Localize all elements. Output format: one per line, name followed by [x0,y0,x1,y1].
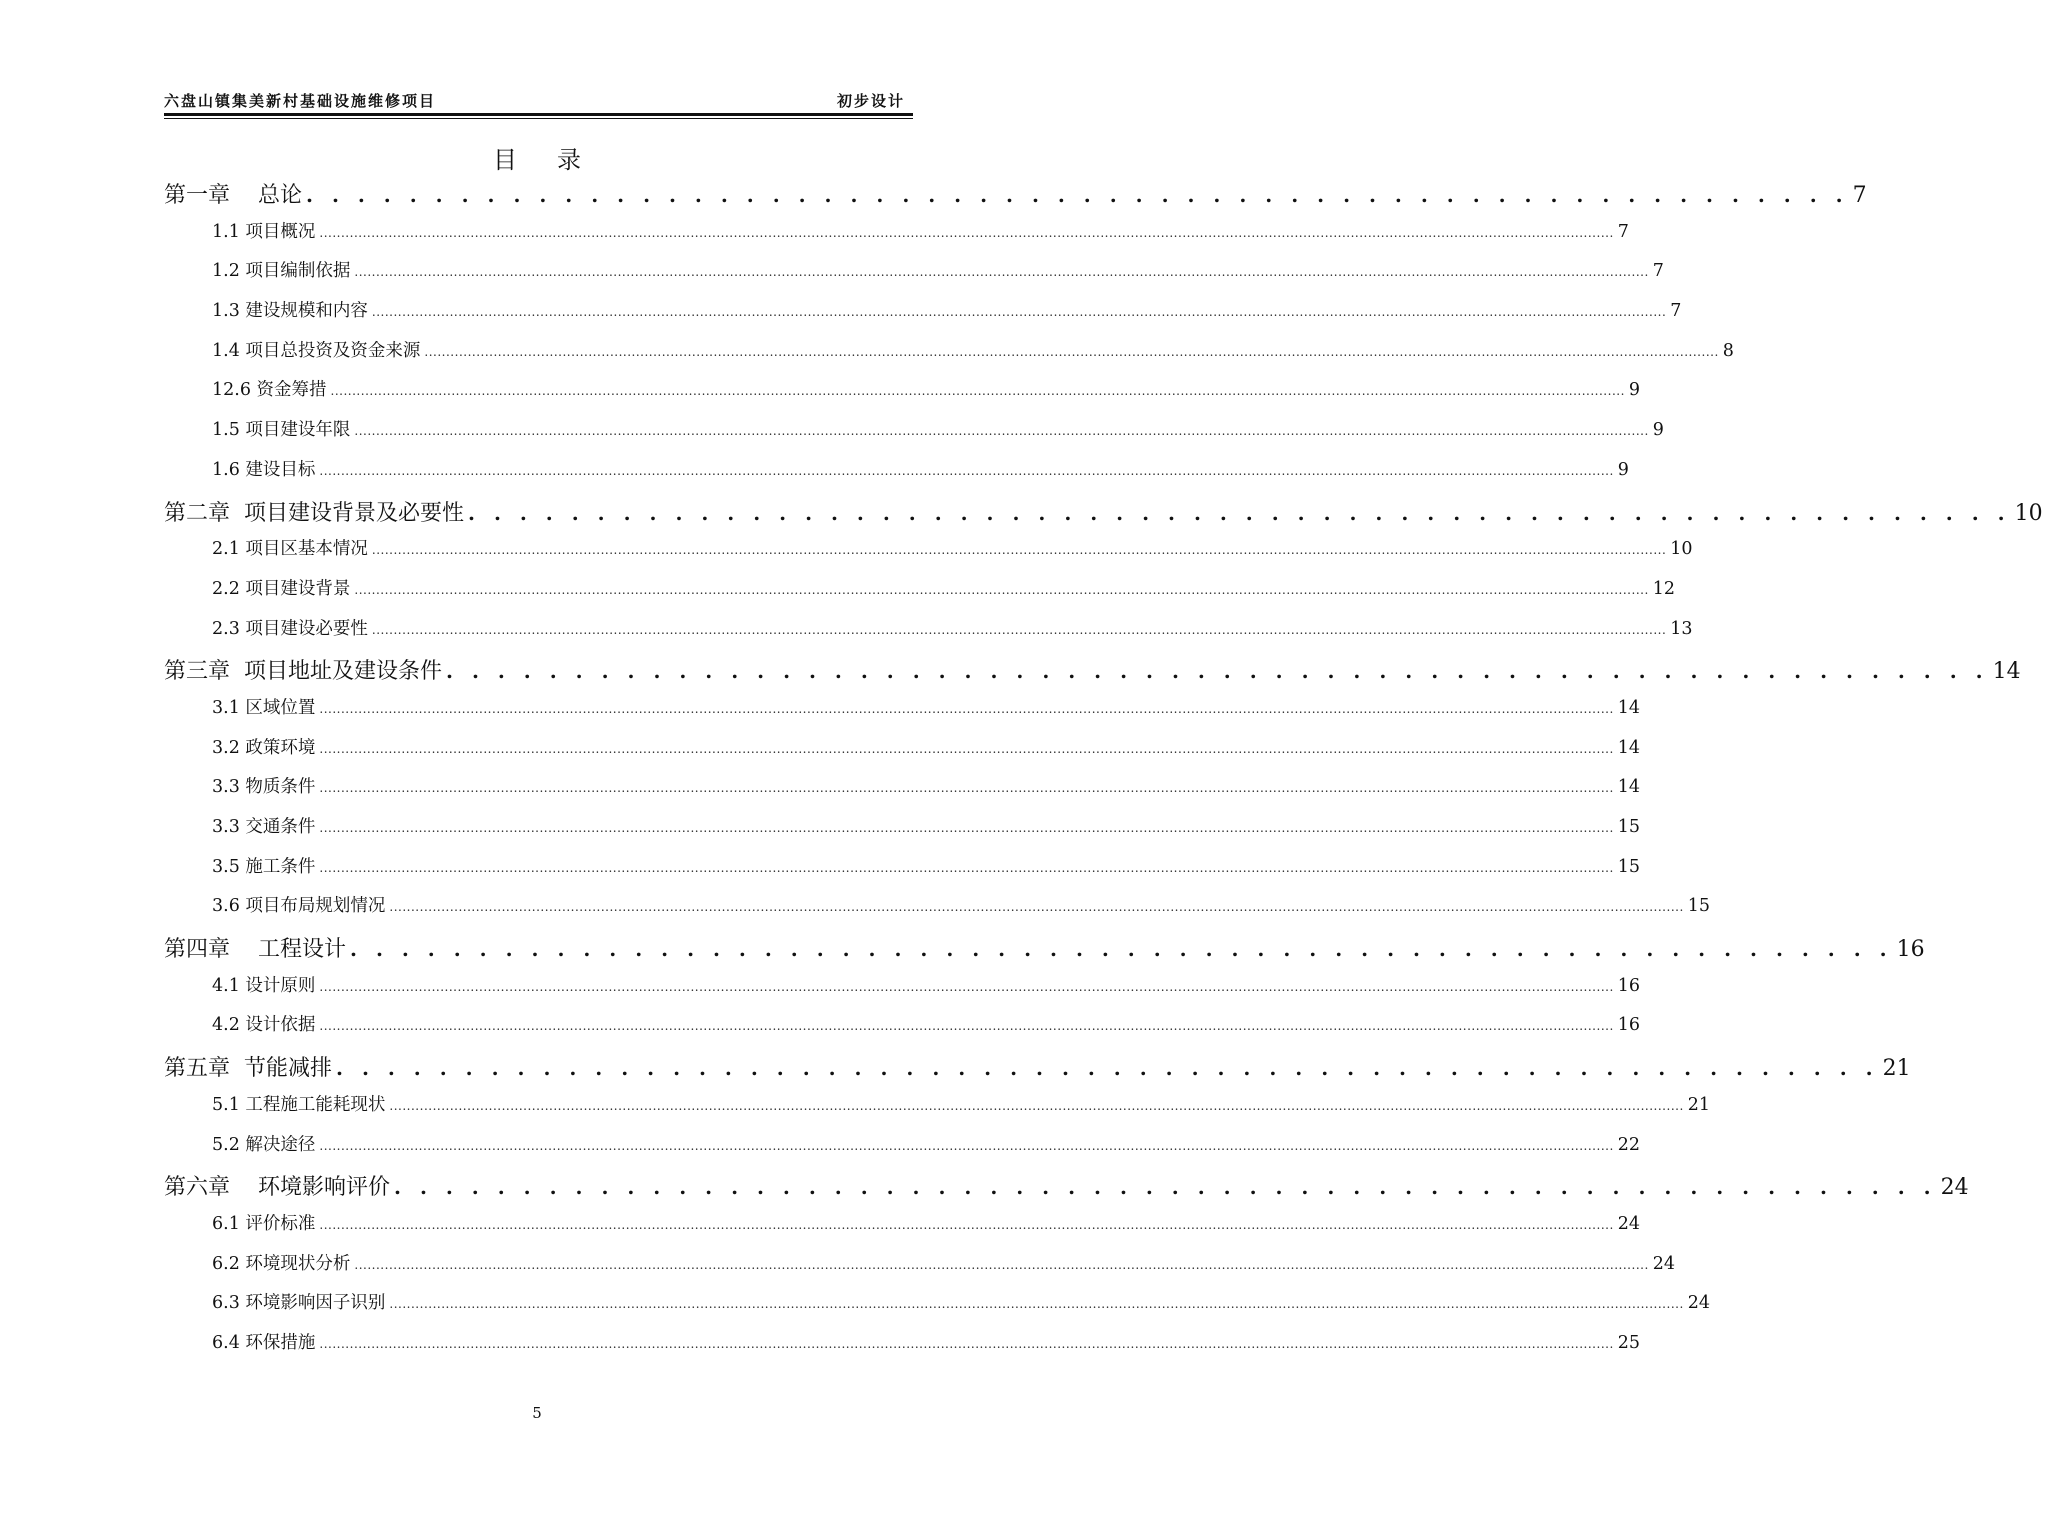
toc-entry-title: 项目编制依据 [245,261,351,282]
toc-entry-number: 1.5 [212,420,240,441]
toc-entry-number: 第六章 [164,1175,231,1201]
toc-entry-title: 解决途径 [245,1134,316,1155]
toc-chapter-entry[interactable] [164,1170,1969,1210]
toc-entry-number: 5.2 [212,1134,240,1155]
toc-entry-title: 项目概况 [245,221,316,242]
toc-section-entry[interactable] [164,892,1711,932]
toc-section-entry[interactable] [164,972,1641,1012]
toc-dot-leader: ............................................................................................................................................................................................................................................................................................................ [319,781,1614,796]
toc-entry-title: 环境影响评价 [258,1175,391,1201]
toc-dot-leader: ............................................................................................................................................................................................................................................................................................................ [319,979,1614,994]
toc-entry-page: 14 [1992,659,2021,685]
toc-dot-leader: . . . . . . . . . . . . . . . . . . . . . . . . . . . . . . . . . . . . . . . . . . . . . . . . . . . . . . . . . . . . [306,183,1849,207]
toc-entry-number: 2.3 [212,618,240,639]
toc-entry-page: 8 [1722,340,1734,361]
toc-dot-leader: ............................................................................................................................................................................................................................................................................................................ [319,741,1614,756]
toc-dot-leader: ............................................................................................................................................................................................................................................................................................................ [389,1098,1684,1113]
toc-entry-page: 16 [1617,1015,1641,1036]
toc-entry-number: 1.3 [212,301,240,322]
toc-dot-leader: . . . . . . . . . . . . . . . . . . . . . . . . . . . . . . . . . . . . . . . . . . . . . . . . . . . . . . . . . . . . [468,500,2011,525]
toc-entry-page: 24 [1652,1253,1676,1274]
toc-entry-page: 25 [1617,1332,1641,1353]
toc-entry-number: 3.1 [212,697,240,718]
toc-entry-number: 1.1 [212,221,240,242]
toc-dot-leader: . . . . . . . . . . . . . . . . . . . . . . . . . . . . . . . . . . . . . . . . . . . . . . . . . . . . . . . . . . . . [336,1056,1879,1081]
header-doc-type: 初步设计 [836,92,905,110]
header-project-title: 六盘山镇集美新村基础设施维修项目 [164,92,437,110]
toc-dot-leader: ............................................................................................................................................................................................................................................................................................................ [330,384,1625,399]
toc-entry-title: 工程设计 [258,937,347,963]
toc-entry-number: 3.3 [212,777,240,798]
toc-dot-leader: ............................................................................................................................................................................................................................................................................................................ [354,1257,1649,1272]
toc-entry-page: 12 [1652,578,1676,599]
toc-section-entry[interactable] [164,773,1641,813]
toc-entry-number: 6.2 [212,1253,240,1274]
toc-dot-leader: ............................................................................................................................................................................................................................................................................................................ [319,463,1614,478]
toc-section-entry[interactable] [164,615,1693,655]
toc-dot-leader: . . . . . . . . . . . . . . . . . . . . . . . . . . . . . . . . . . . . . . . . . . . . . . . . . . . . . . . . . . . . [350,937,1893,962]
toc-entry-number: 2.2 [212,578,240,599]
toc-entry-title: 建设目标 [245,459,316,480]
toc-entry-number: 1.6 [212,459,240,480]
toc-chapter-entry[interactable] [164,654,2021,694]
toc-dot-leader: ............................................................................................................................................................................................................................................................................................................ [424,344,1719,359]
toc-entry-title: 交通条件 [245,817,316,837]
toc-section-entry[interactable] [164,813,1641,853]
toc-dot-leader: . . . . . . . . . . . . . . . . . . . . . . . . . . . . . . . . . . . . . . . . . . . . . . . . . . . . . . . . . . . . [394,1175,1937,1200]
toc-dot-leader: ............................................................................................................................................................................................................................................................................................................ [371,305,1667,320]
toc-dot-leader: ............................................................................................................................................................................................................................................................................................................ [319,860,1614,875]
toc-dot-leader: ............................................................................................................................................................................................................................................................................................................ [371,543,1667,558]
toc-dot-leader: ............................................................................................................................................................................................................................................................................................................ [354,582,1649,597]
toc-dot-leader: ............................................................................................................................................................................................................................................................................................................ [354,424,1649,439]
toc-title-char-2: 录 [557,146,581,174]
toc-entry-page: 22 [1617,1134,1641,1155]
toc-entry-number: 6.1 [212,1213,240,1234]
toc-entry-title: 资金筹措 [256,380,327,401]
toc-section-entry[interactable] [164,376,1641,416]
toc-entry-page: 13 [1670,618,1693,639]
toc-dot-leader: ............................................................................................................................................................................................................................................................................................................ [319,701,1614,716]
toc-section-entry[interactable] [164,297,1682,337]
toc-entry-number: 1.4 [212,340,240,361]
toc-section-entry[interactable] [164,456,1629,496]
toc-entry-number: 4.1 [212,975,240,996]
toc-entry-number: 6.4 [212,1332,240,1353]
toc-section-entry[interactable] [164,416,1664,456]
toc-chapter-entry[interactable] [164,932,1925,972]
toc-section-entry[interactable] [164,1011,1641,1051]
toc-chapter-entry[interactable] [164,1051,1911,1091]
toc-entry-title: 项目布局规划情况 [245,896,386,917]
toc-entry-title: 设计依据 [245,1015,316,1036]
toc-entry-number: 第二章 [164,500,231,526]
running-header [164,86,913,114]
toc-entry-title: 项目建设背景 [245,578,351,599]
toc-section-entry[interactable] [164,337,1734,377]
toc-dot-leader: ............................................................................................................................................................................................................................................................................................................ [319,1217,1614,1232]
toc-entry-page: 16 [1896,937,1925,963]
toc-entry-page: 7 [1852,183,1867,208]
toc-entry-number: 4.2 [212,1015,240,1036]
toc-section-entry[interactable] [164,1210,1641,1250]
toc-section-entry[interactable] [164,1329,1641,1369]
toc-section-entry[interactable] [164,1131,1641,1171]
header-rule-thin [164,118,913,119]
toc-section-entry[interactable] [164,734,1641,774]
toc-dot-leader: ............................................................................................................................................................................................................................................................................................................ [319,1336,1614,1351]
toc-dot-leader: ............................................................................................................................................................................................................................................................................................................ [319,225,1614,240]
toc-entry-title: 项目建设背景及必要性 [244,500,465,526]
toc-entry-number: 2.1 [212,539,240,560]
toc-entry-number: 1.2 [212,261,240,282]
toc-entry-page: 15 [1617,856,1641,877]
toc-chapter-entry[interactable] [164,496,2043,536]
toc-entry-number: 3.5 [212,856,240,877]
toc-entry-title: 施工条件 [245,856,316,877]
toc-entry-page: 7 [1652,261,1664,282]
toc-entry-page: 24 [1617,1213,1641,1234]
toc-entry-title: 项目总投资及资金来源 [245,340,421,361]
toc-section-entry[interactable] [164,575,1676,615]
toc-entry-title: 区域位置 [245,697,316,718]
toc-dot-leader: ............................................................................................................................................................................................................................................................................................................ [371,622,1667,637]
toc-entry-page: 14 [1617,737,1641,758]
toc-entry-title: 物质条件 [245,777,316,798]
toc-entry-title: 建设规模和内容 [245,301,368,322]
toc-entry-title: 总论 [258,183,303,208]
toc-section-entry[interactable] [164,1250,1676,1290]
toc-entry-page: 10 [2014,500,2043,526]
toc-entry-number: 第四章 [164,937,231,963]
toc-entry-page: 21 [1882,1056,1911,1082]
toc-entry-number: 3.3 [212,817,240,837]
toc-entry-page: 14 [1617,697,1641,718]
toc-entry-number: 3.6 [212,896,240,917]
toc-entry-number: 第一章 [164,183,231,208]
toc-entry-number: 第五章 [164,1056,231,1082]
page-number: 5 [532,1404,542,1422]
toc-dot-leader: . . . . . . . . . . . . . . . . . . . . . . . . . . . . . . . . . . . . . . . . . . . . . . . . . . . . . . . . . . . . [446,659,1989,684]
toc-entry-page: 15 [1687,896,1711,917]
toc-entry-page: 9 [1652,420,1664,441]
toc-entry-page: 7 [1617,221,1629,242]
toc-dot-leader: ............................................................................................................................................................................................................................................................................................................ [354,265,1649,280]
toc-entry-title: 环保措施 [245,1332,316,1353]
toc-entry-title: 评价标准 [245,1213,316,1234]
toc-entry-page: 9 [1617,459,1629,480]
toc-section-entry[interactable] [164,1289,1711,1329]
toc-entry-page: 24 [1687,1293,1711,1314]
toc-entry-number: 12.6 [212,380,251,401]
toc-entry-page: 16 [1617,975,1641,996]
toc-dot-leader: ............................................................................................................................................................................................................................................................................................................ [319,1138,1614,1153]
toc-entry-page: 9 [1628,380,1641,401]
toc-entry-number: 第三章 [164,659,231,685]
toc-entry-page: 15 [1617,817,1641,837]
toc-dot-leader: ............................................................................................................................................................................................................................................................................................................ [319,1019,1614,1034]
toc-entry-title: 项目建设必要性 [245,618,368,639]
toc-title [0,140,1074,175]
toc-dot-leader: ............................................................................................................................................................................................................................................................................................................ [389,900,1684,915]
toc-entry-page: 14 [1617,777,1641,798]
toc-entry-number: 6.3 [212,1293,240,1314]
toc-section-entry[interactable] [164,257,1664,297]
toc-entry-title: 项目建设年限 [245,420,351,441]
toc-section-entry[interactable] [164,853,1641,893]
toc-entry-title: 政策环境 [245,737,316,758]
toc-chapter-entry[interactable] [164,178,1867,218]
toc-entry-page: 21 [1687,1094,1711,1115]
toc-entry-title: 环境影响因子识别 [245,1293,386,1314]
toc-dot-leader: ............................................................................................................................................................................................................................................................................................................ [319,821,1614,835]
toc-entry-title: 环境现状分析 [245,1253,351,1274]
toc-section-entry[interactable] [164,1091,1711,1131]
header-rule-thick [164,113,913,116]
toc-section-entry[interactable] [164,694,1641,734]
toc-title-char-1: 目 [493,146,517,174]
toc-entry-number: 5.1 [212,1094,240,1115]
toc-entry-title: 项目区基本情况 [245,539,368,560]
toc-section-entry[interactable] [164,218,1629,258]
toc-entry-number: 3.2 [212,737,240,758]
table-of-contents [164,178,2043,1369]
toc-entry-title: 设计原则 [245,975,316,996]
toc-entry-page: 10 [1670,539,1693,560]
toc-section-entry[interactable] [164,535,1693,575]
toc-entry-title: 工程施工能耗现状 [245,1094,386,1115]
toc-entry-page: 7 [1670,301,1682,322]
toc-entry-title: 项目地址及建设条件 [244,659,443,685]
toc-entry-title: 节能减排 [244,1056,333,1082]
toc-dot-leader: ............................................................................................................................................................................................................................................................................................................ [389,1297,1684,1312]
toc-entry-page: 24 [1940,1175,1969,1201]
